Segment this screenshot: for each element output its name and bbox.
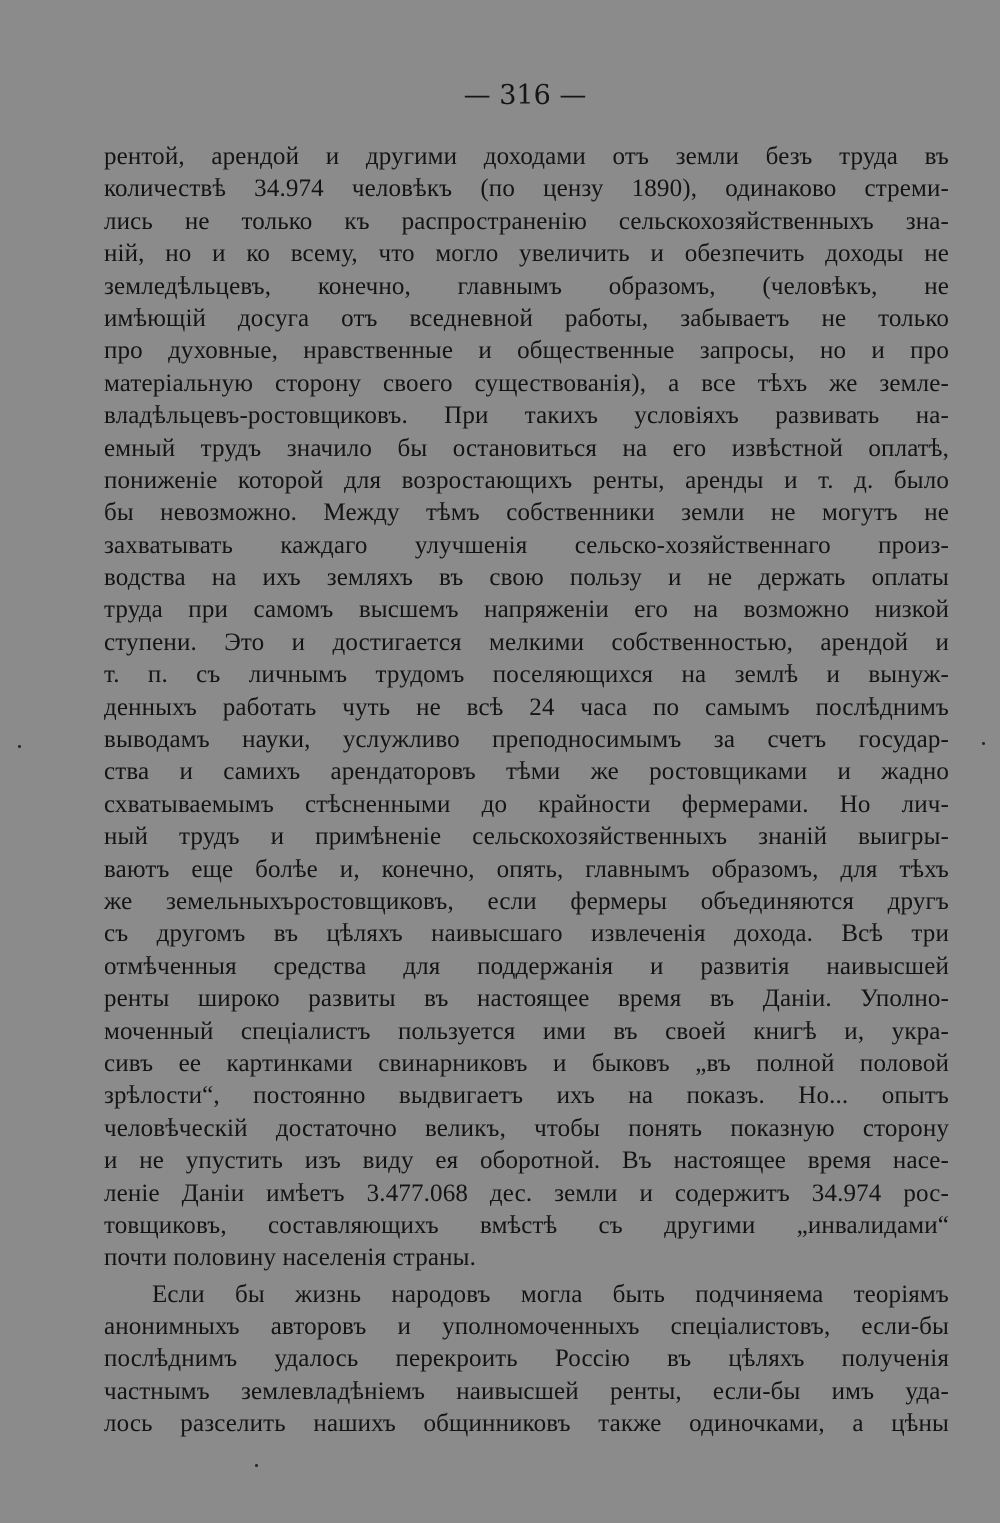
paragraph-2 (104, 1279, 949, 1441)
text-line: отмѣченныя средства для поддержанія и развитія наивысшей (104, 952, 949, 980)
page-number: — 316 — (463, 80, 587, 111)
text-line: сивъ ее картинками свинарниковъ и быковъ „въ полной половой (104, 1049, 949, 1077)
text-line: матеріальную сторону своего существованія), а все тѣхъ же земле- (104, 369, 949, 397)
text-line: анонимныхъ авторовъ и уполномоченныхъ спеціалистовъ, если-бы (104, 1313, 949, 1341)
text-line: леніе Даніи имѣетъ 3.477.068 дес. земли и содержитъ 34.974 рос- (104, 1179, 949, 1207)
text-line: же земельныхъростовщиковъ, если фермеры объединяются другъ (104, 887, 949, 915)
text-line: лось разселить нашихъ общинниковъ также одиночками, а цѣны (104, 1410, 949, 1438)
text-line: емный трудъ значило бы остановиться на его извѣстной оплатѣ, (104, 434, 949, 462)
text-line: владѣльцевъ-ростовщиковъ. При такихъ условіяхъ развивать на- (104, 402, 949, 430)
text-line: схватываемымъ стѣсненными до крайности фермерами. Но лич- (104, 790, 949, 818)
scan-speck (255, 1464, 258, 1467)
text-line: земледѣльцевъ, конечно, главнымъ образомъ, (человѣкъ, не (104, 272, 949, 300)
text-line: моченный спеціалистъ пользуется ими въ своей книгѣ и, укра- (104, 1017, 949, 1045)
text-line: ваютъ еще болѣе и, конечно, опять, главнымъ образомъ, для тѣхъ (104, 855, 949, 883)
text-line: зрѣлости“, постоянно выдвигаетъ ихъ на показъ. Но... опытъ (104, 1082, 949, 1110)
text-line: лись не только къ распространенію сельскохозяйственныхъ зна- (104, 207, 949, 235)
text-line: денныхъ работать чуть не всѣ 24 часа по самымъ послѣднимъ (104, 693, 949, 721)
text-line: ній, но и ко всему, что могло увеличить и обезпечить доходы не (104, 240, 949, 268)
text-line: ный трудъ и примѣненіе сельскохозяйственныхъ знаній выигры- (104, 823, 949, 851)
text-line: количествѣ 34.974 человѣкъ (по цензу 1890), одинаково стреми- (104, 175, 949, 203)
text-line: товщиковъ, составляющихъ вмѣстѣ съ другими „инвалидами“ (104, 1211, 949, 1239)
text-line: послѣднимъ удалось перекроить Россію въ цѣляхъ полученія (104, 1345, 949, 1373)
text-line: про духовные, нравственные и общественные запросы, но и про (104, 337, 949, 365)
text-line: захватывать каждаго улучшенія сельско-хозяйственнаго произ- (104, 531, 949, 559)
text-line: рентой, арендой и другими доходами отъ земли безъ труда въ (104, 143, 949, 170)
text-line: выводамъ науки, услужливо преподносимымъ за счетъ государ- (104, 726, 949, 754)
text-line: частнымъ землевладѣніемъ наивысшей ренты, если-бы имъ уда- (104, 1377, 949, 1405)
text-line: съ другомъ въ цѣляхъ наивысшаго извлеченія дохода. Всѣ три (104, 920, 949, 948)
text-line: труда при самомъ высшемъ напряженіи его на возможно низкой (104, 596, 949, 624)
text-line: пониженіе которой для возростающихъ ренты, аренды и т. д. было (104, 466, 949, 494)
text-line: водства на ихъ земляхъ въ свою пользу и не держать оплаты (104, 564, 949, 592)
text-line-indented: Если бы жизнь народовъ могла быть подчиняема теоріямъ (152, 1280, 949, 1308)
scan-speck (982, 742, 985, 745)
scan-speck (18, 745, 21, 748)
text-line: человѣческій достаточно великъ, чтобы понять показную сторону (104, 1114, 949, 1142)
paragraph-1 (104, 141, 949, 1275)
text-line: бы невозможно. Между тѣмъ собственники земли не могутъ не (104, 499, 949, 527)
text-line: имѣющій досуга отъ вседневной работы, забываетъ не только (104, 304, 949, 332)
text-line: ства и самихъ арендаторовъ тѣми же ростовщиками и жадно (104, 758, 949, 786)
text-line: и не упустить изъ виду ея оборотной. Въ настоящее время насе- (104, 1147, 949, 1175)
page-body-text (104, 141, 949, 1441)
text-line: ступени. Это и достигается мелкими собственностью, арендой и (104, 628, 949, 656)
text-line: ренты широко развиты въ настоящее время въ Даніи. Уполно- (104, 985, 949, 1013)
text-line: т. п. съ личнымъ трудомъ поселяющихся на землѣ и вынуж- (104, 661, 949, 689)
text-line-last: почти половину населенія страны. (104, 1244, 476, 1272)
